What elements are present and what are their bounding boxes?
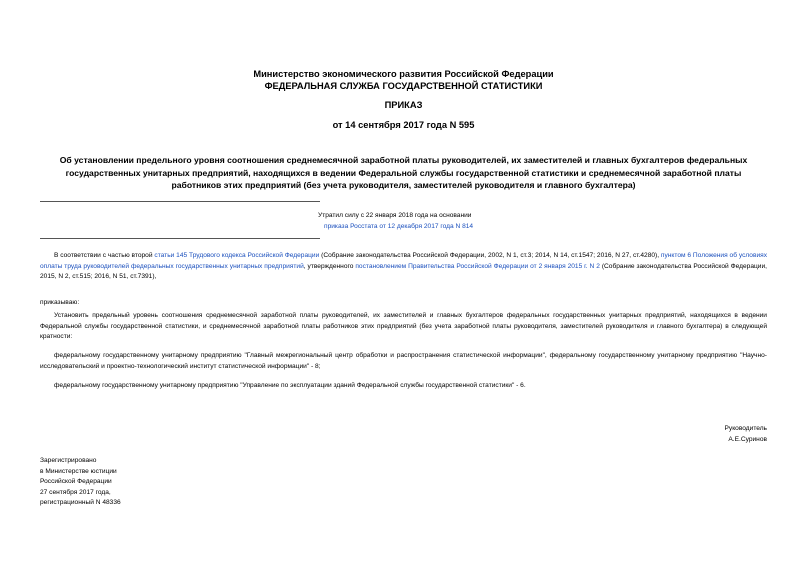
regulation-point-link[interactable]: пунктом 6 Положения об условиях оплаты труда руководителей федеральных государственных унитарных предприятий [40,252,768,270]
preamble-text-2: (Собрание законодательства Российской Федерации, 2002, N 1, ст.3; 2014, N 14, ст.1547; 2016, N 27, ст.4280), [319,252,661,259]
registration-line: Российской Федерации [40,478,112,485]
order-word: приказываю: [40,299,80,306]
divider-top [40,201,320,202]
preamble-text-1: В соответствии с частью второй [54,252,155,259]
document-title: Об установлении предельного уровня соотношения среднемесячной заработной платы руководителей, их заместителей и главных бухгалтеров федеральных государственных унитарных предприятий, находящихся в ведении Федеральной службы государственной статистики и среднемесячной заработной платы работников этих предприятий (без учета руководителя, заместителей руководителя и главного бухгалтера) [59,155,748,190]
signature-role: Руководитель [724,425,767,432]
list-item: федеральному государственному унитарному предприятию "Главный межрегиональный центр обработки и распространения статистической информации", федеральному государственному унитарному предприятию "Научно-исследовательский и проектно-технологический институт статистической информации" - 8; [40,352,767,370]
registration-block [40,456,121,509]
document-date-number: от 14 сентября 2017 года N 595 [332,120,475,130]
registration-line: Зарегистрировано [40,457,97,464]
preamble-text-4: (Собрание законодательства Российской Федерации, 2015, N 2, ст.515; 2016, N 51, ст.7391), [40,262,767,280]
registration-line: в Министерстве юстиции [40,467,117,475]
document-type: ПРИКАЗ [384,100,423,110]
list-item: федеральному государственному унитарному предприятию "Управление по эксплуатации зданий Федеральной службы государственной статистики" - 6. [54,382,526,389]
registration-line: регистрационный N 48336 [40,499,121,506]
divider-bottom [40,238,320,239]
status-note [318,211,558,232]
signature-name: А.Е.Суринов [728,436,767,443]
preamble-text-3: , утвержденного [303,262,356,270]
service-name: ФЕДЕРАЛЬНАЯ СЛУЖБА ГОСУДАРСТВЕННОЙ СТАТИСТИКИ [264,81,543,91]
main-clause: Установить предельный уровень соотношения среднемесячной заработной платы руководителей, их заместителей и главных бухгалтеров федеральных государственных унитарных предприятий, находящихся в ведении Федеральной службы государственной статистики, и среднемесячной заработной платы работников этих предприятий (без учета заработной платы руководителя, заместителей руководителя и главного бухгалтера) в следующей кратности: [40,312,767,340]
labor-code-article-link[interactable]: статьи 145 Трудового кодекса Российской Федерации [154,252,320,259]
status-note-text: Утратил силу с 22 января 2018 года на основании [318,212,472,219]
preamble-paragraph [40,251,767,283]
status-note-link[interactable]: приказа Росстата от 12 декабря 2017 года N 814 [324,222,474,230]
government-resolution-link[interactable]: постановлением Правительства Российской Федерации от 2 января 2015 г. N 2 [355,262,600,270]
registration-line: 27 сентября 2017 года, [40,488,111,496]
ministry-name: Министерство экономического развития Российской Федерации [253,69,554,79]
